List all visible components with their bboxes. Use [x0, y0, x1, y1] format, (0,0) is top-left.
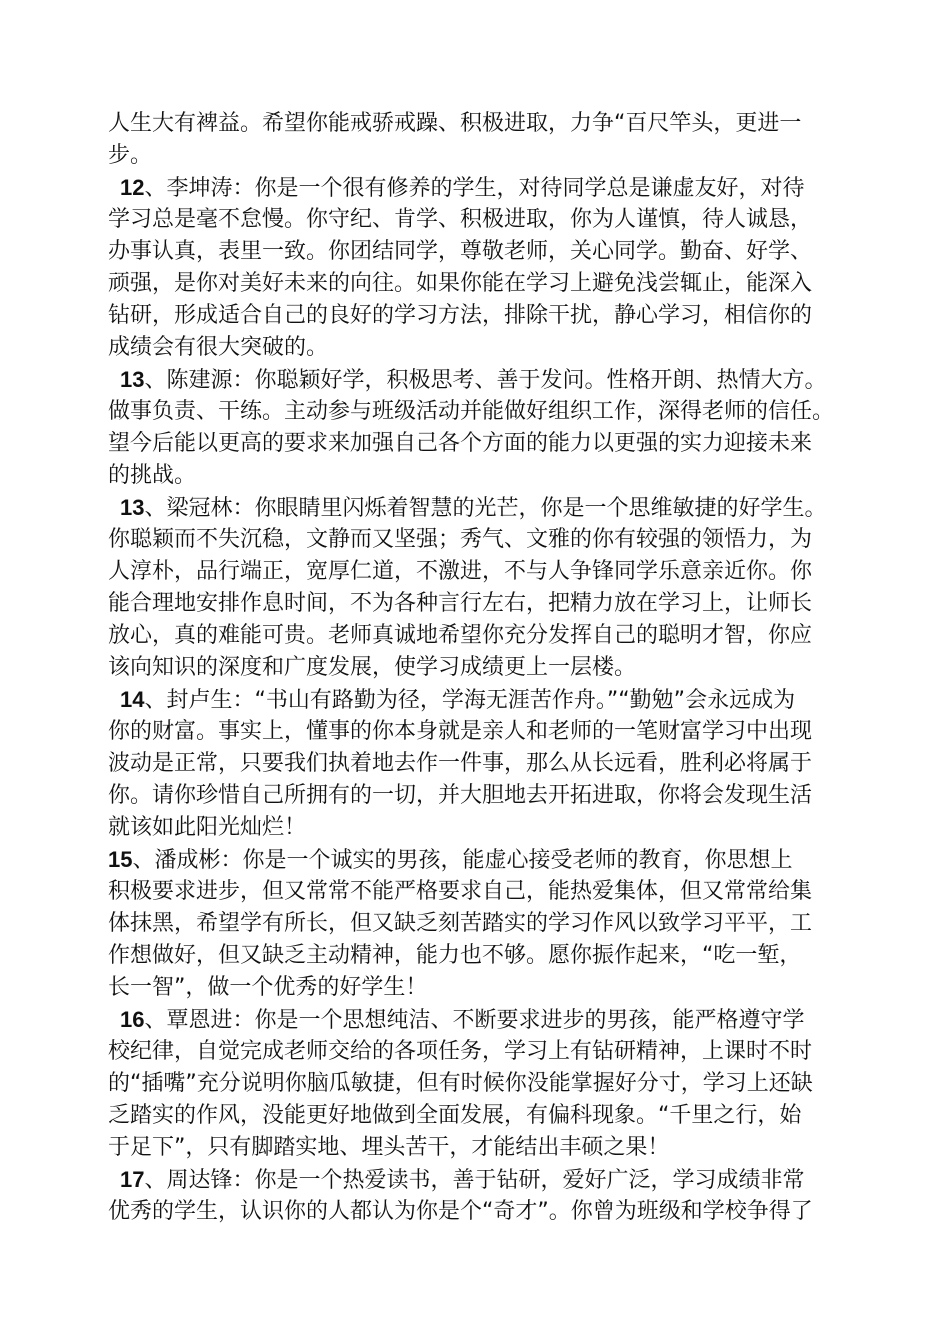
- paragraph-first-line: [120, 492, 827, 525]
- text-line: 优秀的学生，认识你的人都认为你是个“奇才”。你曾为班级和学校争得了: [108, 1199, 813, 1224]
- paragraph-first-line: [120, 684, 795, 717]
- paragraph-first-line: [120, 364, 827, 397]
- text-line: 你聪颖而不失沉稳，文静而又坚强；秀气、文雅的你有较强的领悟力，为: [108, 527, 813, 552]
- paragraph-first-line: [108, 844, 793, 877]
- text-line: 人淳朴，品行端正，宽厚仁道，不激进，不与人争锋同学乐意亲近你。你: [108, 559, 813, 584]
- text-line: 于足下”，只有脚踏实地、埋头苦干，才能结出丰硕之果！: [108, 1135, 670, 1160]
- text-line: 办事认真，表里一致。你团结同学，尊敬老师，关心同学。勤奋、好学、: [108, 239, 813, 264]
- paragraph-first-line: [120, 1164, 805, 1197]
- text-line: 体抹黑，希望学有所长，但又缺乏刻苦踏实的学习作风以致学习平平，工: [108, 911, 813, 936]
- text-line: 能合理地安排作息时间，不为各种言行左右，把精力放在学习上，让师长: [108, 591, 813, 616]
- text-line: 、李坤涛：你是一个很有修养的学生，对待同学总是谦虚友好，对待: [144, 176, 805, 201]
- text-line: 的挑战。: [108, 463, 197, 488]
- text-line: 、覃恩进：你是一个思想纯洁、不断要求进步的男孩，能严格遵守学: [144, 1008, 805, 1033]
- entry-number: 12: [120, 175, 145, 200]
- text-line: 、陈建源：你聪颖好学，积极思考、善于发问。性格开朗、热情大方。: [144, 368, 827, 393]
- text-line: 校纪律，自觉完成老师交给的各项任务，学习上有钻研精神，上课时不时: [108, 1039, 813, 1064]
- text-line: 做事负责、干练。主动参与班级活动并能做好组织工作，深得老师的信任。: [108, 399, 835, 424]
- text-line: 钻研，形成适合自己的良好的学习方法，排除干扰，静心学习，相信你的: [108, 303, 813, 328]
- entry-number: 14: [120, 687, 145, 712]
- text-line: 乏踏实的作风，没能更好地做到全面发展，有偏科现象。“千里之行，始: [108, 1103, 802, 1128]
- text-line: 放心，真的难能可贵。老师真诚地希望你充分发挥自己的聪明才智，你应: [108, 623, 813, 648]
- text-line: 学习总是毫不怠慢。你守纪、肯学、积极进取，你为人谨慎，待人诚恳，: [108, 207, 813, 232]
- text-line: 、封卢生：“书山有路勤为径，学海无涯苦作舟。”“勤勉”会永远成为: [144, 688, 796, 713]
- entry-number: 13: [120, 367, 145, 392]
- text-line: 步。: [108, 143, 153, 168]
- text-line: 的“插嘴”充分说明你脑瓜敏捷，但有时候你没能掌握好分寸，学习上还缺: [108, 1071, 813, 1096]
- text-line: 、周达锋：你是一个热爱读书，善于钻研，爱好广泛，学习成绩非常: [144, 1168, 805, 1193]
- text-line: 、梁冠林：你眼睛里闪烁着智慧的光芒，你是一个思维敏捷的好学生。: [144, 496, 827, 521]
- text-line: 人生大有裨益。希望你能戒骄戒躁、积极进取，力争“百尺竿头，更进一: [108, 111, 802, 136]
- text-line: 你的财富。事实上，懂事的你本身就是亲人和老师的一笔财富学习中出现: [108, 719, 813, 744]
- entry-number: 16: [120, 1007, 145, 1032]
- text-line: 积极要求进步，但又常常不能严格要求自己，能热爱集体，但又常常给集: [108, 879, 813, 904]
- entry-number: 15: [108, 847, 133, 872]
- text-line: 望今后能以更高的要求来加强自己各个方面的能力以更强的实力迎接未来: [108, 431, 813, 456]
- text-line: 你。请你珍惜自己所拥有的一切，并大胆地去开拓进取，你将会发现生活: [108, 783, 813, 808]
- text-line: 就该如此阳光灿烂！: [108, 815, 307, 840]
- entry-number: 13: [120, 495, 145, 520]
- paragraph-first-line: [120, 1004, 805, 1037]
- text-line: 波动是正常，只要我们执着地去作一件事，那么从长远看，胜利必将属于: [108, 751, 813, 776]
- text-line: 长一智”，做一个优秀的好学生！: [108, 975, 428, 1000]
- text-line: 作想做好，但又缺乏主动精神，能力也不够。愿你振作起来，“吃一堑，: [108, 943, 802, 968]
- text-line: 该向知识的深度和广度发展，使学习成绩更上一层楼。: [108, 655, 637, 680]
- paragraph-first-line: [120, 172, 805, 205]
- text-line: 、潘成彬：你是一个诚实的男孩，能虚心接受老师的教育，你思想上: [132, 848, 793, 873]
- text-line: 顽强，是你对美好未来的向往。如果你能在学习上避免浅尝辄止，能深入: [108, 271, 813, 296]
- entry-number: 17: [120, 1167, 145, 1192]
- text-line: 成绩会有很大突破的。: [108, 335, 329, 360]
